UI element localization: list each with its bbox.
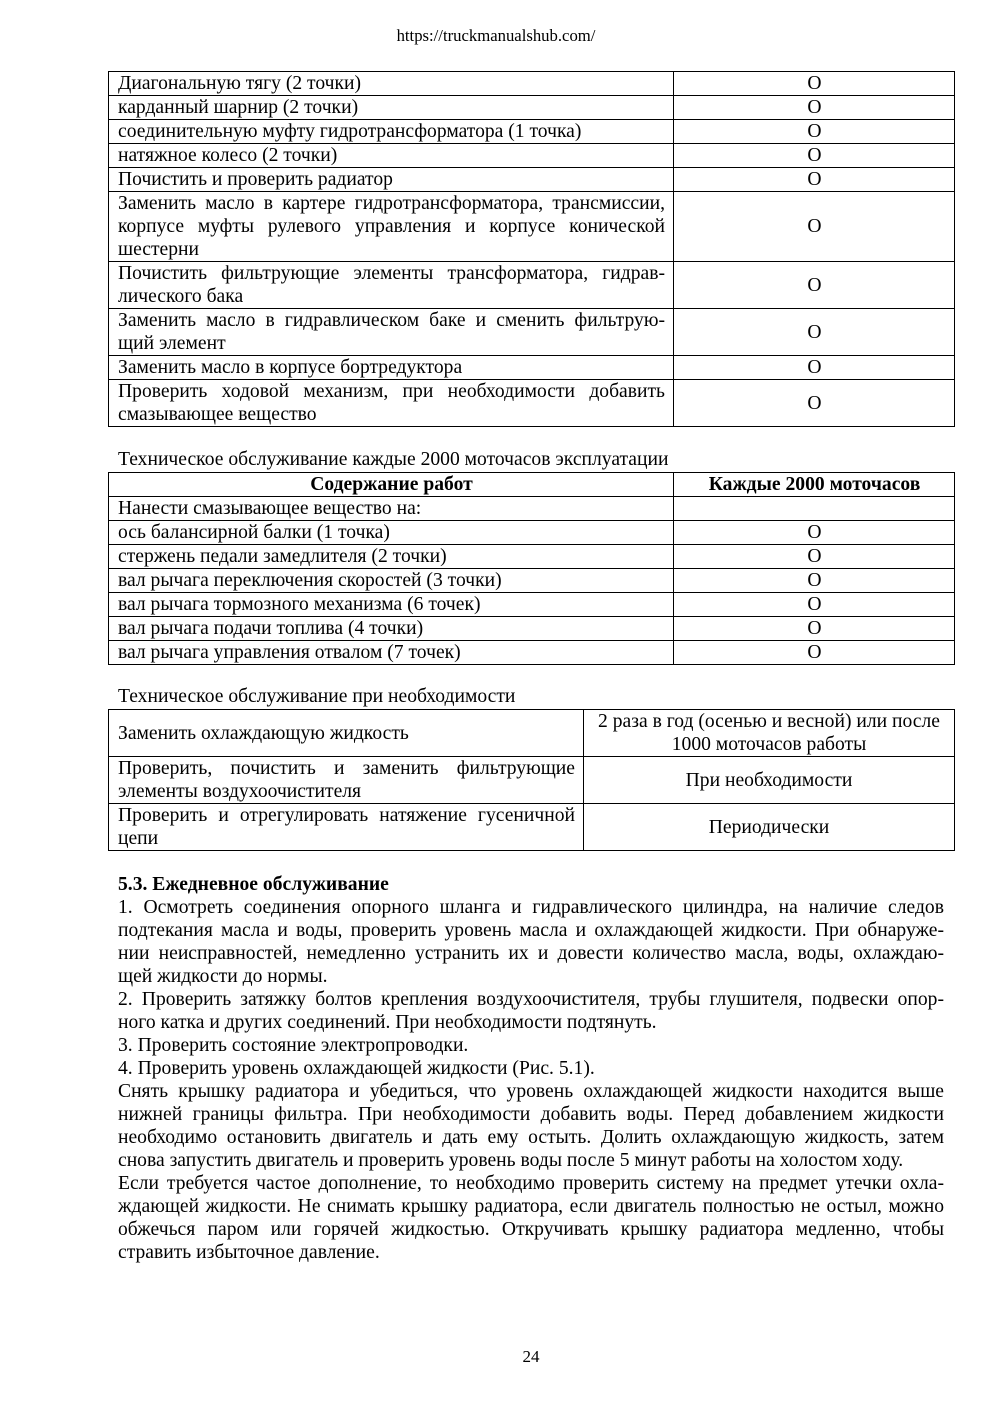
text-line: шестерни bbox=[118, 239, 199, 260]
table-row bbox=[109, 168, 955, 192]
mark-cell bbox=[674, 309, 955, 356]
table-body bbox=[109, 497, 955, 665]
daily-maintenance-section bbox=[118, 873, 944, 1264]
interval-cell bbox=[584, 757, 955, 804]
text-line: Заменить охлаждающую жидкость bbox=[118, 722, 409, 744]
text-line: натяжное колесо (2 точки) bbox=[118, 145, 338, 166]
work-cell bbox=[109, 641, 674, 665]
done-mark: O bbox=[807, 522, 822, 543]
text-line: щий элемент bbox=[118, 333, 226, 354]
table-row bbox=[109, 120, 955, 144]
maintenance-table-continued bbox=[108, 71, 955, 427]
table-row bbox=[109, 641, 955, 665]
table-row bbox=[109, 262, 955, 309]
work-cell bbox=[109, 545, 674, 569]
text-line: 1. Осмотреть соединения опорного шланга и гидравлического цилиндра, на наличие следов bbox=[118, 897, 944, 918]
text-line: ждающей жидкости. Не снимать крышку радиатора, если двигатель полностью не остыл, можно bbox=[118, 1196, 944, 1217]
text-line: обжечься паром или горячей жидкостью. Откручивать крышку радиатора медленно, чтобы bbox=[118, 1219, 944, 1240]
done-mark: O bbox=[807, 570, 822, 591]
text-line: Заменить масло в корпусе бортредуктора bbox=[118, 357, 463, 378]
text-line: 2. Проверить затяжку болтов крепления воздухоочистителя, трубы глушителя, подвески опор- bbox=[118, 989, 944, 1010]
source-url: https://truckmanualshub.com/ bbox=[396, 26, 596, 45]
done-mark: O bbox=[807, 392, 822, 414]
work-cell bbox=[109, 757, 584, 804]
text-line: вал рычага переключения скоростей (3 точки) bbox=[118, 570, 502, 591]
mark-cell bbox=[674, 569, 955, 593]
column-header-work: Содержание работ bbox=[109, 473, 674, 497]
work-cell bbox=[109, 168, 674, 192]
done-mark: O bbox=[807, 121, 822, 142]
mark-cell bbox=[674, 192, 955, 262]
text-line: вал рычага тормозного механизма (6 точек) bbox=[118, 594, 481, 615]
work-cell bbox=[109, 593, 674, 617]
text-line: соединительную муфту гидротрансформатора (1 точка) bbox=[118, 121, 582, 142]
done-mark: O bbox=[807, 546, 822, 567]
mark-cell bbox=[674, 144, 955, 168]
table-caption-as-needed: Техническое обслуживание при необходимости bbox=[118, 686, 516, 707]
table-row bbox=[109, 309, 955, 356]
done-mark: O bbox=[807, 642, 822, 663]
table-body bbox=[109, 710, 955, 851]
mark-cell bbox=[674, 168, 955, 192]
table-row bbox=[109, 72, 955, 96]
text-line: карданный шарнир (2 точки) bbox=[118, 97, 359, 118]
paragraph bbox=[118, 1057, 944, 1080]
column-header-interval: Каждые 2000 моточасов bbox=[674, 473, 955, 497]
interval-cell bbox=[584, 710, 955, 757]
work-cell bbox=[109, 262, 674, 309]
text-line: Периодически bbox=[708, 816, 830, 838]
text-line: необходимо остановить двигатель и дать ему остыть. Долить охлаждающую жидкость, затем bbox=[118, 1127, 944, 1148]
mark-cell bbox=[674, 497, 955, 521]
table-caption-2000h: Техническое обслуживание каждые 2000 моточасов эксплуатации bbox=[118, 449, 669, 470]
work-cell bbox=[109, 144, 674, 168]
done-mark: O bbox=[807, 97, 822, 118]
table-row bbox=[109, 380, 955, 427]
text-line: Диагональную тягу (2 точки) bbox=[118, 73, 362, 94]
mark-cell bbox=[674, 641, 955, 665]
work-cell bbox=[109, 569, 674, 593]
text-line: Снять крышку радиатора и убедиться, что уровень охлаждающей жидкости находится выше bbox=[118, 1081, 944, 1102]
paragraph bbox=[118, 988, 944, 1034]
table-row bbox=[109, 96, 955, 120]
mark-cell bbox=[674, 120, 955, 144]
mark-cell bbox=[674, 72, 955, 96]
done-mark: O bbox=[807, 216, 822, 237]
work-cell bbox=[109, 521, 674, 545]
text-line: вал рычага управления отвалом (7 точек) bbox=[118, 642, 461, 663]
work-cell bbox=[109, 497, 674, 521]
work-cell bbox=[109, 710, 584, 757]
text-line: смазывающее вещество bbox=[118, 404, 317, 425]
work-cell bbox=[109, 356, 674, 380]
text-line: нижней границы фильтра. При необходимости добавить воды. Перед добавлением жидкости bbox=[118, 1104, 944, 1125]
text-line: вал рычага подачи топлива (4 точки) bbox=[118, 618, 424, 639]
work-cell bbox=[109, 96, 674, 120]
done-mark: O bbox=[807, 618, 822, 639]
text-line: стержень педали замедлителя (2 точки) bbox=[118, 546, 447, 567]
section-body bbox=[118, 896, 944, 1264]
done-mark: O bbox=[807, 321, 822, 343]
table-row bbox=[109, 192, 955, 262]
mark-cell bbox=[674, 593, 955, 617]
mark-cell bbox=[674, 96, 955, 120]
text-line: подтекания масла и воды, проверить уровень масла и охлаждающей жидкости. При обнаруже- bbox=[118, 920, 944, 941]
text-line: 4. Проверить уровень охлаждающей жидкости (Рис. 5.1). bbox=[118, 1058, 595, 1079]
work-cell bbox=[109, 192, 674, 262]
table-row bbox=[109, 497, 955, 521]
text-line: Если требуется частое дополнение, то необходимо проверить систему на предмет утечки охла- bbox=[118, 1173, 944, 1194]
text-line: 2 раза в год (осенью и весной) или после bbox=[598, 711, 940, 732]
text-line: цепи bbox=[118, 828, 159, 849]
table-row bbox=[109, 617, 955, 641]
table-header-row bbox=[109, 473, 955, 497]
work-cell bbox=[109, 72, 674, 96]
text-line: ось балансирной балки (1 точка) bbox=[118, 522, 390, 543]
text-line: Заменить масло в картере гидротрансформатора, трансмиссии, bbox=[118, 193, 665, 214]
paragraph bbox=[118, 1080, 944, 1172]
work-cell bbox=[109, 380, 674, 427]
text-line: нии неисправностей, немедленно устранить их и довести количество масла, воды, охлаждаю- bbox=[118, 943, 944, 964]
text-line: 1000 моточасов работы bbox=[671, 734, 867, 755]
text-line: 3. Проверить состояние электропроводки. bbox=[118, 1035, 469, 1056]
text-line: щей жидкости до нормы. bbox=[118, 966, 328, 987]
mark-cell bbox=[674, 617, 955, 641]
mark-cell bbox=[674, 521, 955, 545]
table-row bbox=[109, 144, 955, 168]
done-mark: O bbox=[807, 169, 822, 190]
work-cell bbox=[109, 804, 584, 851]
page-number: 24 bbox=[522, 1347, 540, 1366]
done-mark: O bbox=[807, 145, 822, 166]
table-row bbox=[109, 757, 955, 804]
text-line: Проверить ходовой механизм, при необходимости добавить bbox=[118, 381, 665, 402]
table-row bbox=[109, 804, 955, 851]
text-line: стравить избыточное давление. bbox=[118, 1242, 380, 1263]
text-line: При необходимости bbox=[685, 769, 853, 791]
text-line: корпусе муфты рулевого управления и корпусе конической bbox=[118, 216, 665, 237]
done-mark: O bbox=[807, 73, 822, 94]
work-cell bbox=[109, 309, 674, 356]
text-line: элементы воздухоочистителя bbox=[118, 781, 362, 802]
text-line: лического бака bbox=[118, 286, 244, 307]
mark-cell bbox=[674, 380, 955, 427]
work-cell bbox=[109, 617, 674, 641]
table-body bbox=[109, 72, 955, 427]
table-row bbox=[109, 356, 955, 380]
table-row bbox=[109, 521, 955, 545]
paragraph bbox=[118, 1034, 944, 1057]
maintenance-as-needed-table bbox=[108, 709, 955, 851]
done-mark: O bbox=[807, 274, 822, 296]
text-line: Заменить масло в гидравлическом баке и сменить фильтрую- bbox=[118, 310, 665, 331]
work-cell bbox=[109, 120, 674, 144]
text-line: Проверить и отрегулировать натяжение гусеничной bbox=[118, 805, 575, 826]
text-line: ного катка и других соединений. При необходимости подтянуть. bbox=[118, 1012, 657, 1033]
text-line: снова запустить двигатель и проверить уровень воды после 5 минут работы на холостом ходу. bbox=[118, 1150, 904, 1171]
mark-cell bbox=[674, 356, 955, 380]
text-line: Почистить и проверить радиатор bbox=[118, 169, 393, 190]
maintenance-2000h-table bbox=[108, 472, 955, 665]
table-row bbox=[109, 593, 955, 617]
table-row bbox=[109, 569, 955, 593]
done-mark: O bbox=[807, 357, 822, 378]
mark-cell bbox=[674, 545, 955, 569]
mark-cell bbox=[674, 262, 955, 309]
table-row bbox=[109, 710, 955, 757]
interval-cell bbox=[584, 804, 955, 851]
table-header bbox=[109, 473, 955, 497]
table-row bbox=[109, 545, 955, 569]
done-mark: O bbox=[807, 594, 822, 615]
paragraph bbox=[118, 1172, 944, 1264]
section-heading: 5.3. Ежедневное обслуживание bbox=[118, 874, 389, 895]
text-line: Почистить фильтрующие элементы трансформатора, гидрав- bbox=[118, 263, 665, 284]
text-line: Проверить, почистить и заменить фильтрующие bbox=[118, 758, 575, 779]
paragraph bbox=[118, 896, 944, 988]
text-line: Нанести смазывающее вещество на: bbox=[118, 498, 422, 519]
